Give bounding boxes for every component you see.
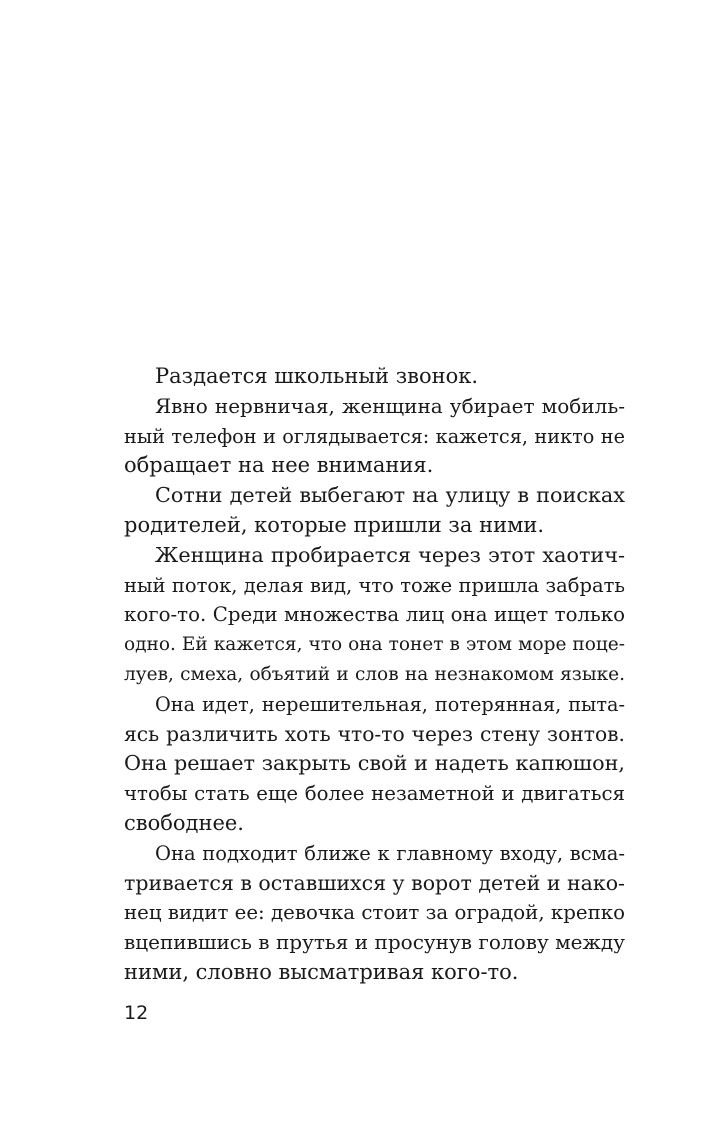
text-line: чтобы стать еще более незаметной и двигаться [124,782,625,806]
paragraph-2 [124,392,625,481]
paragraph-3 [124,481,625,541]
text-line: ними, словно высматривая кого-то. [124,959,519,984]
text-line: Она подходит ближе к главному входу, всма- [155,841,625,865]
text-line: Явно нервничая, женщина убирает мобиль- [155,393,625,418]
text-line: вцепившись в прутья и просунув голову между [124,930,625,955]
text-line: обращает на нее внимания. [124,453,434,478]
paragraph-1 [124,362,625,392]
text-line: свободнее. [124,810,244,835]
text-line: Сотни детей выбегают на улицу в поисках [155,483,625,508]
text-line: Она идет, нерешительная, потерянная, пыта- [155,692,625,716]
text-line: ный поток, делая вид, что тоже пришла забрать [124,573,625,597]
text-line: нец видит ее: девочка стоит за оградой, крепко [124,901,625,925]
text-line: ный телефон и оглядывается: кажется, никто не [124,424,625,448]
text-line: ясь различить хоть что-то через стену зонтов. [124,721,625,746]
text-line: Раздается школьный звонок. [155,364,479,388]
text-line: одно. Ей кажется, что она тонет в этом море поце- [124,634,625,656]
paragraph-4 [124,541,625,690]
text-line: Она решает закрыть свой и надеть капюшон, [124,751,625,776]
text-line: родителей, которые пришли за ними. [124,512,545,537]
text-line: Женщина пробирается через этот хаотич- [155,542,625,567]
body-text [124,362,625,988]
paragraph-6 [124,839,625,988]
paragraph-5 [124,690,625,839]
text-line: луев, смеха, объятий и слов на незнакомом языке. [124,663,625,685]
text-line: тривается в оставшихся у ворот детей и нако- [124,870,625,895]
page-number: 12 [124,1002,149,1024]
text-line: кого-то. Среди множества лиц она ищет только [124,603,625,627]
